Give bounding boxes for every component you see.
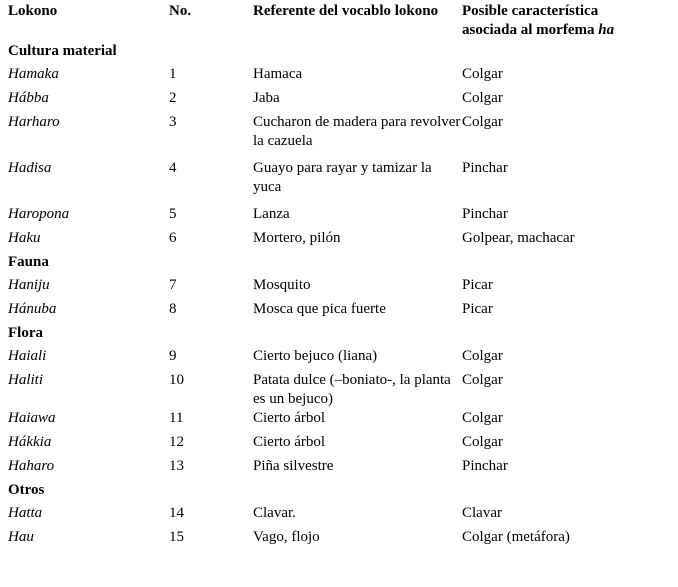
table-row — [8, 457, 648, 481]
section-title: Fauna — [8, 254, 49, 270]
entry-number: 15 — [169, 529, 184, 545]
lokono-word: Haharo — [8, 458, 55, 474]
section-row — [8, 324, 648, 347]
entry-number: 11 — [169, 410, 184, 426]
table-row — [8, 113, 648, 159]
entry-number: 3 — [169, 114, 177, 130]
entry-number: 7 — [169, 277, 177, 293]
section-title: Flora — [8, 325, 43, 341]
referente: Cucharon de madera para revolver la cazuela — [253, 114, 461, 149]
lokono-lexicon-table — [8, 2, 648, 552]
lokono-word: Hákkia — [8, 434, 52, 450]
caracteristica: Golpear, machacar — [462, 230, 575, 246]
referente: Cierto árbol — [253, 434, 326, 450]
lokono-word: Harharo — [8, 114, 60, 130]
referente: Hamaca — [253, 66, 303, 82]
caracteristica: Colgar — [462, 372, 503, 388]
section-title: Cultura material — [8, 43, 117, 59]
referente: Guayo para rayar y tamizar la yuca — [253, 160, 432, 195]
table-row — [8, 276, 648, 300]
table-row — [8, 433, 648, 457]
table-row — [8, 371, 648, 409]
caracteristica: Pinchar — [462, 160, 508, 176]
caracteristica: Pinchar — [462, 206, 508, 222]
table-row — [8, 89, 648, 113]
header-morpheme: ha — [598, 22, 615, 38]
referente: Mosca que pica fuerte — [253, 301, 386, 317]
table-row — [8, 159, 648, 205]
caracteristica: Colgar — [462, 410, 503, 426]
table-row — [8, 347, 648, 371]
header-lokono: Lokono — [8, 3, 58, 19]
lokono-word: Hábba — [8, 90, 49, 106]
lokono-word: Haliti — [8, 372, 44, 388]
lokono-word: Hau — [8, 529, 34, 545]
lokono-word: Hatta — [8, 505, 43, 521]
entry-number: 10 — [169, 372, 184, 388]
entry-number: 5 — [169, 206, 177, 222]
table-row — [8, 229, 648, 253]
lokono-word: Haku — [8, 230, 41, 246]
referente: Lanza — [253, 206, 290, 222]
referente: Mosquito — [253, 277, 311, 293]
table-row — [8, 528, 648, 552]
lokono-word: Hamaka — [8, 66, 59, 82]
entry-number: 12 — [169, 434, 184, 450]
entry-number: 13 — [169, 458, 184, 474]
referente: Vago, flojo — [253, 529, 320, 545]
caracteristica: Colgar — [462, 66, 503, 82]
lokono-word: Haiali — [8, 348, 47, 364]
header-number: No. — [169, 3, 192, 19]
section-row — [8, 481, 648, 504]
lokono-word: Haniju — [8, 277, 50, 293]
entry-number: 2 — [169, 90, 177, 106]
section-title: Otros — [8, 482, 45, 498]
header-row — [8, 2, 648, 42]
entry-number: 1 — [169, 66, 177, 82]
lokono-word: Haropona — [8, 206, 70, 222]
header-caracteristica-text: Posible característica asociada al morfema — [462, 3, 599, 38]
caracteristica: Picar — [462, 301, 493, 317]
entry-number: 14 — [169, 505, 184, 521]
caracteristica: Colgar — [462, 348, 503, 364]
entry-number: 4 — [169, 160, 177, 176]
caracteristica: Colgar — [462, 434, 503, 450]
caracteristica: Pinchar — [462, 458, 508, 474]
section-row — [8, 42, 648, 65]
table-row — [8, 409, 648, 433]
caracteristica: Picar — [462, 277, 493, 293]
caracteristica: Colgar — [462, 114, 503, 130]
lokono-word: Haiawa — [8, 410, 56, 426]
referente: Patata dulce (–boniato-, la planta es un bejuco) — [253, 372, 451, 407]
entry-number: 6 — [169, 230, 177, 246]
entry-number: 9 — [169, 348, 177, 364]
caracteristica: Colgar — [462, 90, 503, 106]
referente: Cierto árbol — [253, 410, 326, 426]
header-referente: Referente del vocablo lokono — [253, 3, 439, 19]
table-row — [8, 205, 648, 229]
referente: Piña silvestre — [253, 458, 334, 474]
section-row — [8, 253, 648, 276]
table-row — [8, 504, 648, 528]
lokono-word: Hadisa — [8, 160, 52, 176]
header-caracteristica — [462, 2, 648, 42]
referente: Clavar. — [253, 505, 296, 521]
table-row — [8, 300, 648, 324]
table-row — [8, 65, 648, 89]
referente: Mortero, pilón — [253, 230, 341, 246]
referente: Cierto bejuco (liana) — [253, 348, 378, 364]
caracteristica: Colgar (metáfora) — [462, 529, 570, 545]
referente: Jaba — [253, 90, 280, 106]
entry-number: 8 — [169, 301, 177, 317]
lokono-word: Hánuba — [8, 301, 57, 317]
caracteristica: Clavar — [462, 505, 502, 521]
